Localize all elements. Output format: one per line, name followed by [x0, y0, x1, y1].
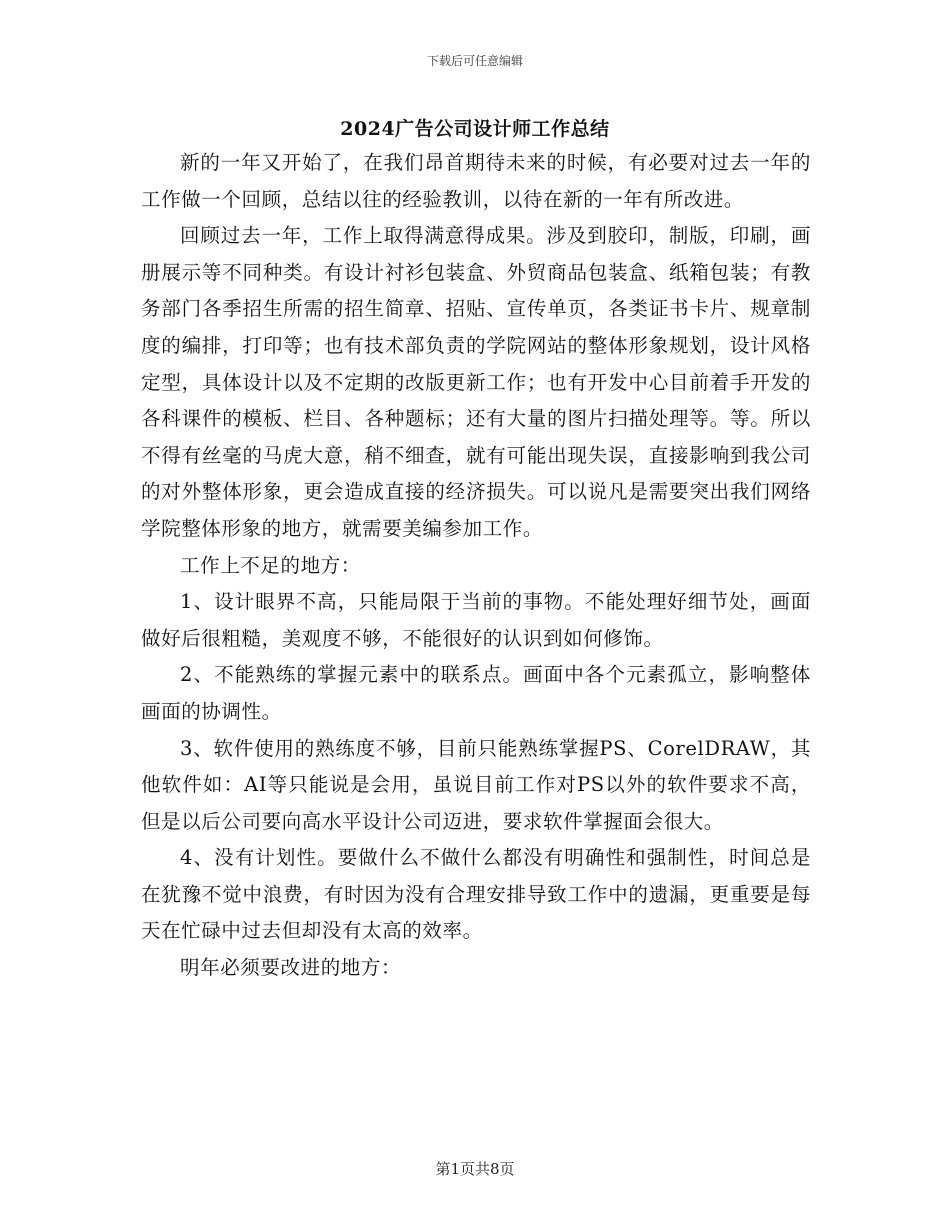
paragraph-shortcomings-heading: 工作上不足的地方：	[180, 553, 361, 577]
paragraph-intro: 新的一年又开始了，在我们昂首期待未来的时候，有必要对过去一年的工作做一个回顾，总结以往的经验教训，以待在新的一年有所改进。	[141, 151, 811, 211]
paragraph-shortcoming-3: 3、软件使用的熟练度不够，目前只能熟练掌握PS、CorelDRAW，其他软件如：AI等只能说是会用，虽说目前工作对PS以外的软件要求不高，但是以后公司要向高水平设计公司迈进，要求软件掌握面会很大。	[141, 736, 811, 833]
page-footer: 第1页共8页	[435, 1160, 515, 1178]
document-body	[141, 145, 811, 987]
paragraph-improvements-heading: 明年必须要改进的地方：	[180, 956, 402, 980]
paragraph-review: 回顾过去一年，工作上取得满意得成果。涉及到胶印，制版，印刷，画册展示等不同种类。有设计衬衫包装盒、外贸商品包装盒、纸箱包装；有教务部门各季招生所需的招生简章、招贴、宣传单页，各类证书卡片、规章制度的编排，打印等；也有技术部负责的学院网站的整体形象规划，设计风格定型，具体设计以及不定期的改版更新工作；也有开发中心目前着手开发的各科课件的模板、栏目、各种题标；还有大量的图片扫描处理等。等。所以不得有丝毫的马虎大意，稍不细查，就有可能出现失误，直接影响到我公司的对外整体形象，更会造成直接的经济损失。可以说凡是需要突出我们网络学院整体形象的地方，就需要美编参加工作。	[141, 224, 811, 540]
page-header: 下载后可任意编辑	[426, 54, 523, 68]
paragraph-shortcoming-1: 1、设计眼界不高，只能局限于当前的事物。不能处理好细节处，画面做好后很粗糙，美观度不够，不能很好的认识到如何修饰。	[141, 590, 811, 650]
paragraph-shortcoming-4: 4、没有计划性。要做什么不做什么都没有明确性和强制性，时间总是在犹豫不觉中浪费，有时因为没有合理安排导致工作中的遗漏，更重要是每天在忙碌中过去但却没有太高的效率。	[141, 846, 811, 943]
document-title: 2024广告公司设计师工作总结	[340, 118, 610, 140]
paragraph-shortcoming-2: 2、不能熟练的掌握元素中的联系点。画面中各个元素孤立，影响整体画面的协调性。	[141, 663, 811, 723]
